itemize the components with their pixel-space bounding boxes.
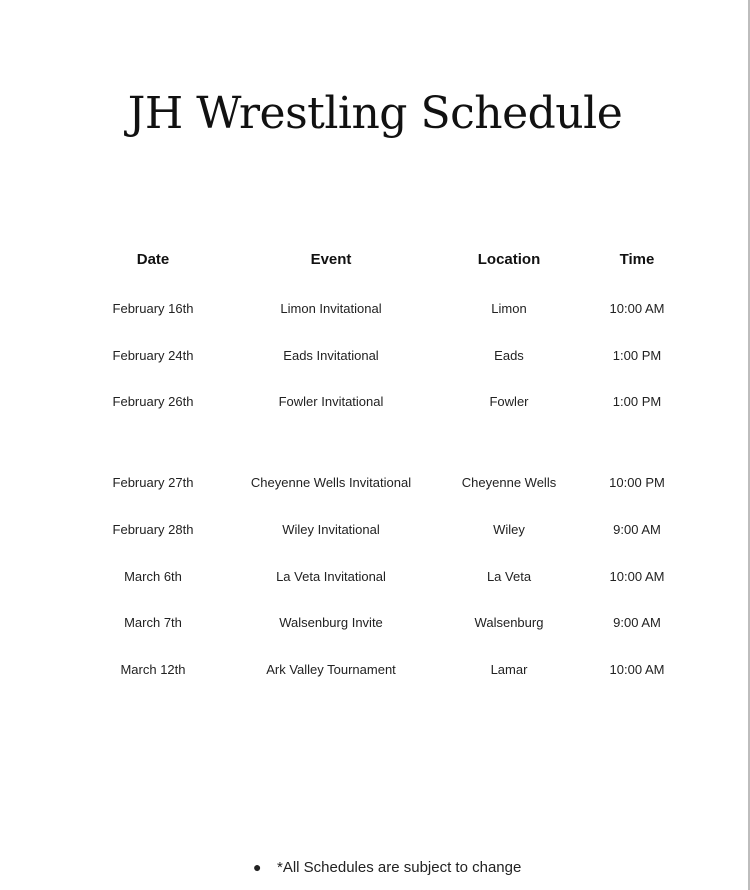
time-cell: 1:00 PM xyxy=(612,394,662,409)
location-cell: Limon xyxy=(491,301,527,316)
table-row xyxy=(0,519,750,541)
location-cell: Lamar xyxy=(490,662,528,677)
event-cell: Eads Invitational xyxy=(283,348,379,363)
header-location: Location xyxy=(477,251,541,268)
location-cell: Cheyenne Wells xyxy=(461,475,557,490)
location-cell: Wiley xyxy=(493,522,525,537)
date-cell: March 7th xyxy=(124,615,182,630)
time-cell: 10:00 AM xyxy=(609,301,665,316)
table-row xyxy=(0,659,750,681)
event-cell: Walsenburg Invite xyxy=(279,615,383,630)
time-cell: 9:00 AM xyxy=(613,522,661,537)
table-header-row xyxy=(0,249,750,271)
disclaimer-text: *All Schedules are subject to change xyxy=(277,859,522,876)
event-cell: Limon Invitational xyxy=(280,301,382,316)
event-cell: La Veta Invitational xyxy=(276,569,386,584)
header-time: Time xyxy=(619,251,655,268)
event-cell: Ark Valley Tournament xyxy=(266,662,396,677)
table-row xyxy=(0,566,750,588)
table-row xyxy=(0,612,750,634)
table-row xyxy=(0,298,750,320)
header-event: Event xyxy=(310,251,352,268)
time-cell: 10:00 AM xyxy=(609,662,665,677)
location-cell: Fowler xyxy=(489,394,529,409)
date-cell: February 27th xyxy=(112,475,194,490)
table-row xyxy=(0,345,750,367)
table-row xyxy=(0,391,750,413)
time-cell: 9:00 AM xyxy=(613,615,661,630)
date-cell: February 16th xyxy=(112,301,194,316)
bullet-icon: ● xyxy=(253,859,262,875)
header-date: Date xyxy=(136,251,170,268)
event-cell: Cheyenne Wells Invitational xyxy=(250,475,412,490)
time-cell: 10:00 AM xyxy=(609,569,665,584)
location-cell: La Veta xyxy=(486,569,532,584)
location-cell: Eads xyxy=(494,348,524,363)
date-cell: March 12th xyxy=(120,662,186,677)
time-cell: 10:00 PM xyxy=(609,475,665,490)
location-cell: Walsenburg xyxy=(474,615,544,630)
table-row xyxy=(0,472,750,494)
time-cell: 1:00 PM xyxy=(612,348,662,363)
disclaimer-note xyxy=(253,856,521,879)
event-cell: Fowler Invitational xyxy=(278,394,384,409)
date-cell: February 28th xyxy=(112,522,194,537)
date-cell: March 6th xyxy=(124,569,182,584)
date-cell: February 26th xyxy=(112,394,194,409)
date-cell: February 24th xyxy=(112,348,194,363)
event-cell: Wiley Invitational xyxy=(282,522,380,537)
page-title: JH Wrestling Schedule xyxy=(127,88,623,139)
